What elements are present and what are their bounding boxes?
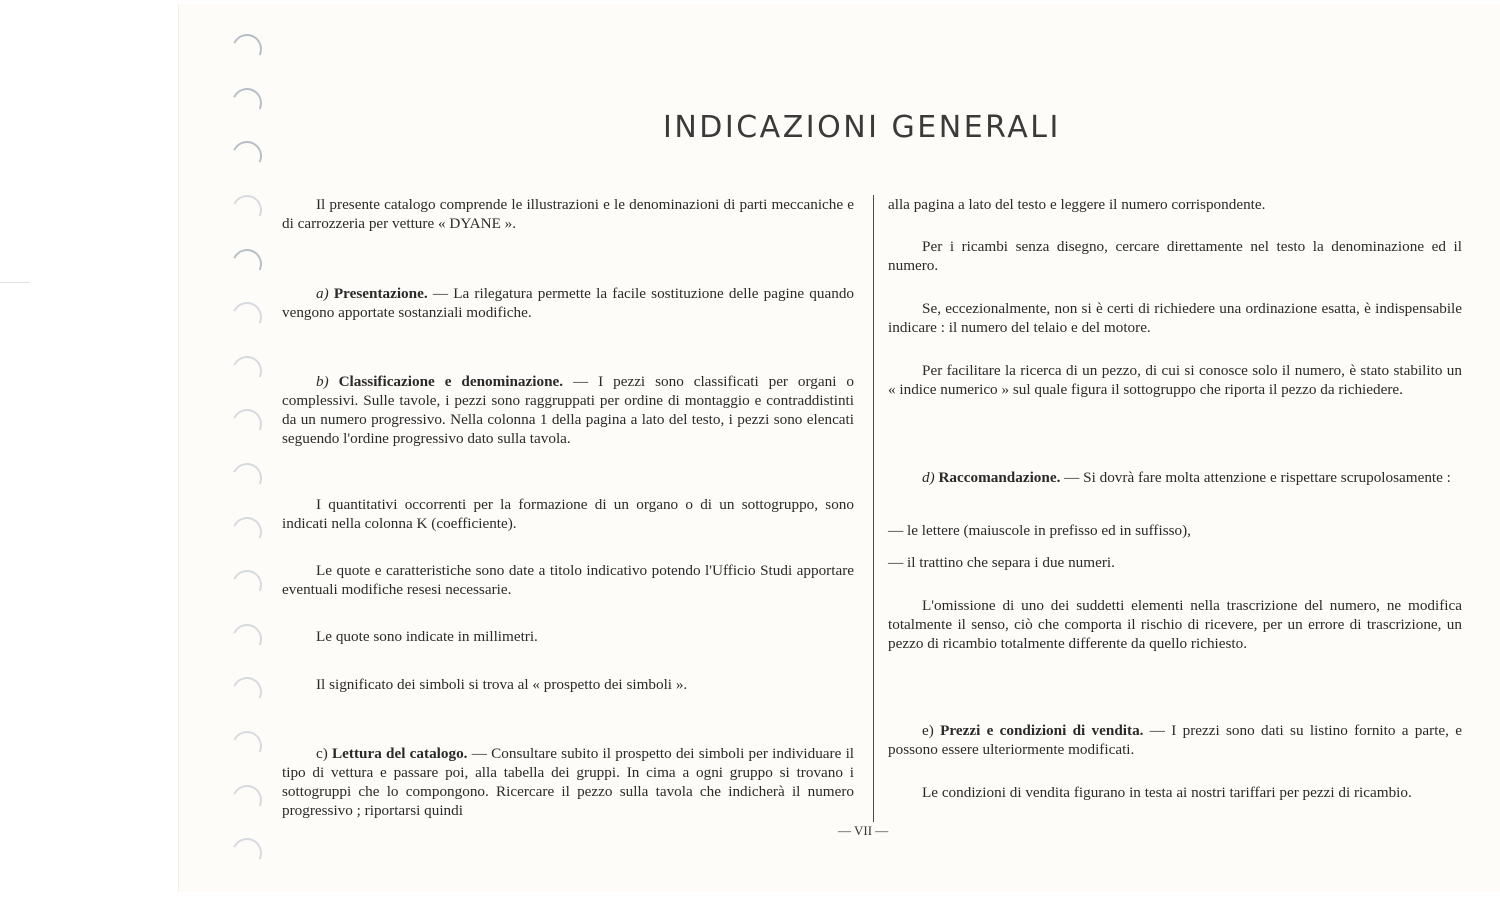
- section-e-letter: e): [922, 722, 934, 739]
- section-b-letter: b): [316, 373, 329, 390]
- condizioni-paragraph: Le condizioni di vendita figurano in testa ai nostri tariffari per pezzi di ricambio.: [922, 784, 1412, 801]
- continuation-paragraph: alla pagina a lato del testo e leggere il numero corrispondente.: [888, 196, 1266, 213]
- section-e-text: — I prezzi sono dati su listino fornito a parte, e possono essere ulteriormente modificati.: [888, 722, 1462, 758]
- section-d-letter: d): [922, 469, 935, 486]
- list-item-trattino: — il trattino che separa i due numeri.: [888, 554, 1115, 571]
- quote-paragraph: Le quote e caratteristiche sono date a titolo indicativo potendo l'Ufficio Studi apportare eventuali modifiche resesi necessarie.: [282, 562, 854, 598]
- section-c-text: — Consultare subito il prospetto dei simboli per individuare il tipo di vettura e passare poi, alla tabella dei gruppi. In cima a ogni gruppo si trovano i sottogruppi che lo compongono. Ricercare il pezzo sulla tavola che indicherà il numero progressivo ; riportarsi quindi: [282, 745, 855, 819]
- quantitativi-paragraph: I quantitativi occorrenti per la formazione di un organo o di un sottogruppo, sono indicati nella colonna K (coefficiente).: [282, 496, 854, 532]
- omissione-paragraph: L'omissione di uno dei suddetti elementi nella trascrizione del numero, ne modifica totalmente il senso, ciò che comporta il rischio di ricevere, per un errore di trascrizione, un pezzo di ricambio totalmente differente da quello richiesto.: [888, 597, 1462, 652]
- eccezionalmente-paragraph: Se, eccezionalmente, non si è certi di richiedere una ordinazione esatta, è indispensabile indicare : il numero del telaio e del motore.: [888, 300, 1462, 336]
- list-item-lettere: — le lettere (maiuscole in prefisso ed in suffisso),: [888, 522, 1191, 539]
- simboli-paragraph: Il significato dei simboli si trova al « prospetto dei simboli ».: [316, 676, 688, 693]
- section-a-heading: Presentazione.: [333, 285, 428, 302]
- section-d-text: — Si dovrà fare molta attenzione e rispettare scrupolosamente :: [1060, 469, 1451, 486]
- section-c-lettura: [282, 744, 854, 820]
- section-e-heading: Prezzi e condizioni di vendita.: [940, 722, 1144, 739]
- section-c-heading: Lettura del catalogo.: [332, 745, 468, 762]
- ricerca-pezzo-paragraph: Per facilitare la ricerca di un pezzo, di cui si conosce solo il numero, è stato stabilito un « indice numerico » sul quale figura il sottogruppo che riporta il pezzo da richiedere.: [888, 362, 1462, 398]
- page-number: — VII —: [838, 823, 889, 838]
- ricambi-senza-disegno-paragraph: Per i ricambi senza disegno, cercare direttamente nel testo la denominazione ed il numero.: [888, 238, 1462, 274]
- section-a-presentazione: [282, 284, 854, 322]
- section-b-text: — I pezzi sono classificati per organi o complessivi. Sulle tavole, i pezzi sono raggruppati per ordine di montaggio e contraddistinti da un numero progressivo. Nella colonna 1 della pagina a lato del testo, i pezzi sono elencati seguendo l'ordine progressivo dato sulla tavola.: [282, 373, 854, 447]
- section-a-text: — La rilegatura permette la facile sostituzione delle pagine quando vengono apportate sostanziali modifiche.: [282, 285, 855, 321]
- section-e-prezzi: [888, 721, 1462, 759]
- column-divider: [873, 195, 874, 822]
- section-b-heading: Classificazione e denominazione.: [338, 373, 564, 390]
- section-d-raccomandazione: [888, 468, 1462, 487]
- millimetri-paragraph: Le quote sono indicate in millimetri.: [316, 628, 538, 645]
- binder-holes: [0, 0, 120, 900]
- section-a-letter: a): [316, 285, 329, 302]
- page-title: INDICAZIONI GENERALI: [663, 110, 1061, 145]
- section-d-heading: Raccomandazione.: [938, 469, 1061, 486]
- intro-paragraph: Il presente catalogo comprende le illustrazioni e le denominazioni di parti meccaniche e di carrozzeria per vetture « DYANE ».: [282, 196, 854, 232]
- section-b-classificazione: [282, 372, 854, 448]
- section-c-letter: c): [316, 745, 328, 762]
